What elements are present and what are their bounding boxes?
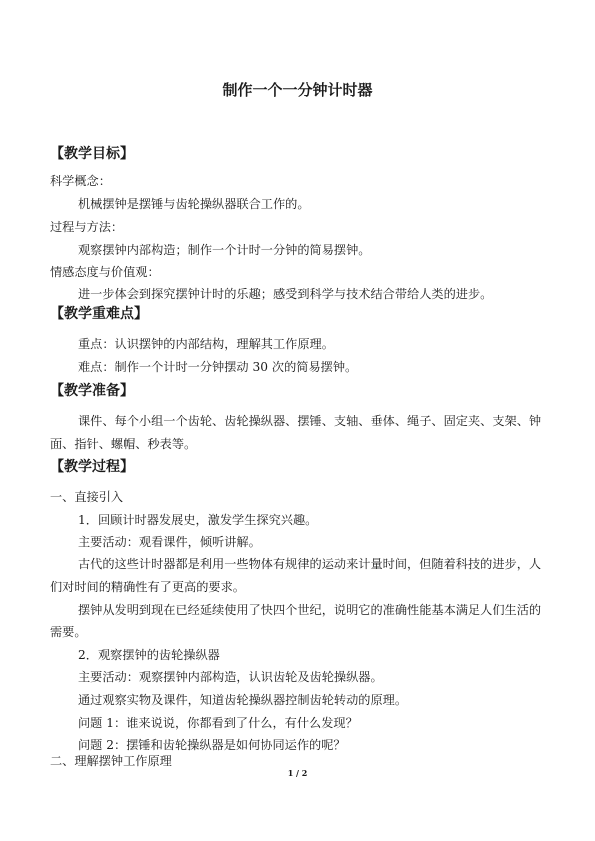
page-number: 1 / 2 — [287, 768, 308, 778]
attitude-text: 进一步体会到探究摆钟计时的乐趣；感受到科学与技术结合带给人类的进步。 — [78, 287, 493, 301]
attitude-label: 情感态度与价值观： — [50, 265, 160, 279]
paragraph-1-line-2: 们对时间的精确性有了更高的要求。 — [50, 580, 245, 594]
section-heading-key-points: 【教学重难点】 — [50, 306, 148, 322]
concept-label: 科学概念： — [50, 174, 111, 188]
question-1: 问题 1：谁来说说，你都看到了什么，有什么发现？ — [78, 716, 358, 730]
step-one-activity-2: 主要活动：观察摆钟内部构造，认识齿轮及齿轮操纵器。 — [78, 670, 383, 684]
preparation-line-1: 课件、每个小组一个齿轮、齿轮操纵器、摆锤、支轴、垂体、绳子、固定夹、支架、钟 — [78, 414, 542, 428]
step-one-activity: 主要活动：观看课件，倾听讲解。 — [78, 535, 261, 549]
paragraph-2-line-2: 需要。 — [50, 625, 87, 639]
step-one-item-1: 1．回顾计时器发展史，激发学生探究兴趣。 — [78, 513, 318, 527]
step-two-title: 二、理解摆钟工作原理 — [50, 754, 172, 768]
process-label: 过程与方法： — [50, 220, 124, 234]
question-2: 问题 2：摆锤和齿轮操纵器是如何协同运作的呢？ — [78, 738, 346, 752]
observe-text: 通过观察实物及课件，知道齿轮操纵器控制齿轮转动的原理。 — [78, 693, 408, 707]
focus-text: 重点：认识摆钟的内部结构，理解其工作原理。 — [78, 337, 334, 351]
step-one-title: 一、直接引入 — [50, 490, 124, 504]
process-text: 观察摆钟内部构造；制作一个计时一分钟的简易摆钟。 — [78, 243, 371, 257]
section-heading-process: 【教学过程】 — [50, 459, 134, 475]
page-title: 制作一个一分钟计时器 — [222, 81, 373, 99]
paragraph-1-line-1: 古代的这些计时器都是利用一些物体有规律的运动来计量时间，但随着科技的进步，人 — [78, 557, 542, 571]
section-heading-preparation: 【教学准备】 — [50, 383, 134, 399]
concept-text: 机械摆钟是摆锤与齿轮操纵器联合工作的。 — [78, 197, 310, 211]
difficulty-text: 难点：制作一个计时一分钟摆动 30 次的简易摆钟。 — [78, 360, 358, 374]
preparation-line-2: 面、指针、螺帽、秒表等。 — [50, 437, 197, 451]
step-one-item-2: 2．观察摆钟的齿轮操纵器 — [78, 648, 220, 662]
section-heading-goals: 【教学目标】 — [50, 146, 134, 162]
paragraph-2-line-1: 摆钟从发明到现在已经延续使用了快四个世纪，说明它的准确性能基本满足人们生活的 — [78, 603, 542, 617]
